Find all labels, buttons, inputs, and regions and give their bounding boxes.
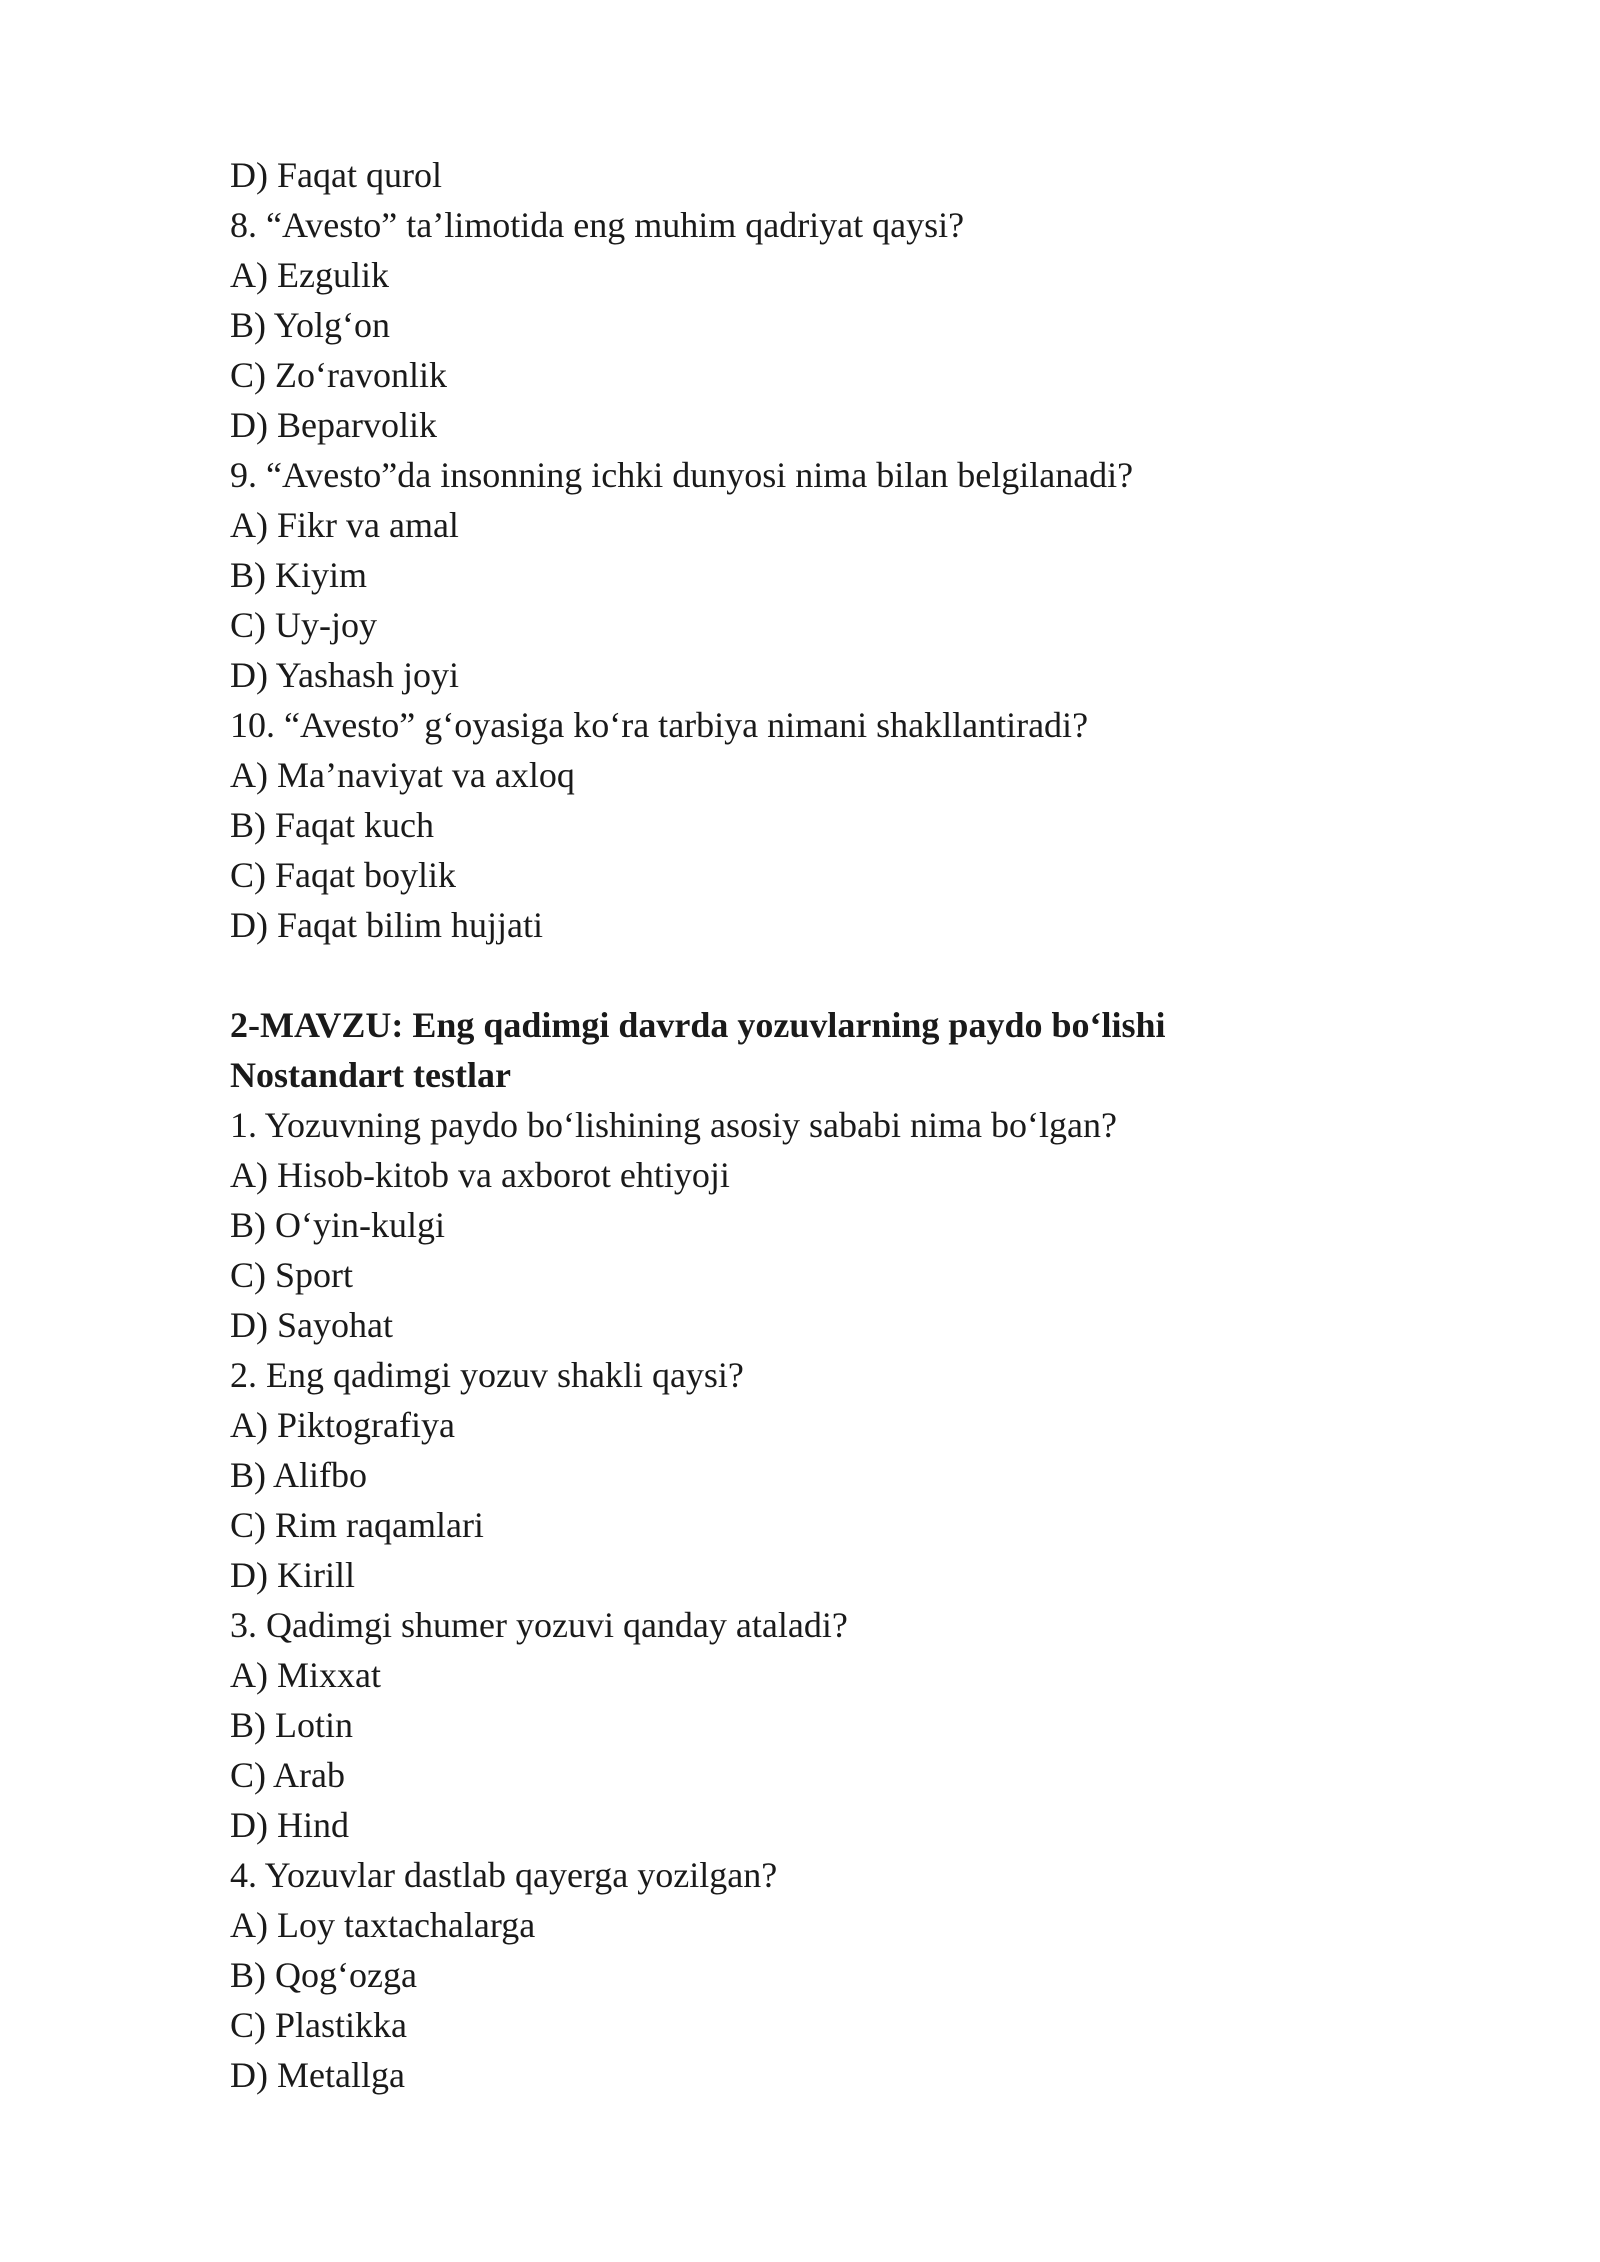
answer-option: C) Zo‘ravonlik: [230, 355, 447, 395]
section-spacer: [230, 950, 1410, 1000]
question-text: 4. Yozuvlar dastlab qayerga yozilgan?: [230, 1855, 778, 1895]
answer-option: D) Faqat qurol: [230, 155, 442, 195]
question-text: 9. “Avesto”da insonning ichki dunyosi nima bilan belgilanadi?: [230, 455, 1134, 495]
question-block-avesto: [230, 150, 1410, 950]
answer-option: A) Fikr va amal: [230, 505, 459, 545]
answer-option: D) Yashash joyi: [230, 655, 460, 695]
answer-option: A) Ma’naviyat va axloq: [230, 755, 575, 795]
answer-option: D) Hind: [230, 1805, 349, 1845]
page-content: [230, 150, 1410, 2100]
answer-option: A) Loy taxtachalarga: [230, 1905, 536, 1945]
question-text: 3. Qadimgi shumer yozuvi qanday ataladi?: [230, 1605, 848, 1645]
answer-option: B) O‘yin-kulgi: [230, 1205, 445, 1245]
answer-option: A) Hisob-kitob va axborot ehtiyoji: [230, 1155, 730, 1195]
answer-option: C) Plastikka: [230, 2005, 407, 2045]
answer-option: C) Arab: [230, 1755, 345, 1795]
answer-option: B) Qog‘ozga: [230, 1955, 417, 1995]
section-2: [230, 1000, 1410, 2100]
section-title: 2-MAVZU: Eng qadimgi davrda yozuvlarning paydo bo‘lishi: [230, 1005, 1166, 1045]
answer-option: D) Sayohat: [230, 1305, 393, 1345]
question-text: 2. Eng qadimgi yozuv shakli qaysi?: [230, 1355, 744, 1395]
section-subtitle: Nostandart testlar: [230, 1055, 511, 1095]
question-text: 1. Yozuvning paydo bo‘lishining asosiy sababi nima bo‘lgan?: [230, 1105, 1117, 1145]
answer-option: C) Faqat boylik: [230, 855, 456, 895]
answer-option: A) Piktografiya: [230, 1405, 455, 1445]
answer-option: C) Rim raqamlari: [230, 1505, 484, 1545]
question-text: 10. “Avesto” g‘oyasiga ko‘ra tarbiya nimani shakllantiradi?: [230, 705, 1089, 745]
answer-option: D) Kirill: [230, 1555, 355, 1595]
answer-option: D) Metallga: [230, 2055, 405, 2095]
answer-option: B) Lotin: [230, 1705, 353, 1745]
answer-option: B) Faqat kuch: [230, 805, 434, 845]
answer-option: B) Alifbo: [230, 1455, 368, 1495]
answer-option: B) Kiyim: [230, 555, 368, 595]
question-text: 8. “Avesto” ta’limotida eng muhim qadriyat qaysi?: [230, 205, 965, 245]
answer-option: C) Sport: [230, 1255, 354, 1295]
answer-option: A) Ezgulik: [230, 255, 389, 295]
answer-option: B) Yolg‘on: [230, 305, 391, 345]
answer-option: D) Faqat bilim hujjati: [230, 905, 543, 945]
answer-option: D) Beparvolik: [230, 405, 437, 445]
answer-option: A) Mixxat: [230, 1655, 381, 1695]
answer-option: C) Uy-joy: [230, 605, 377, 645]
